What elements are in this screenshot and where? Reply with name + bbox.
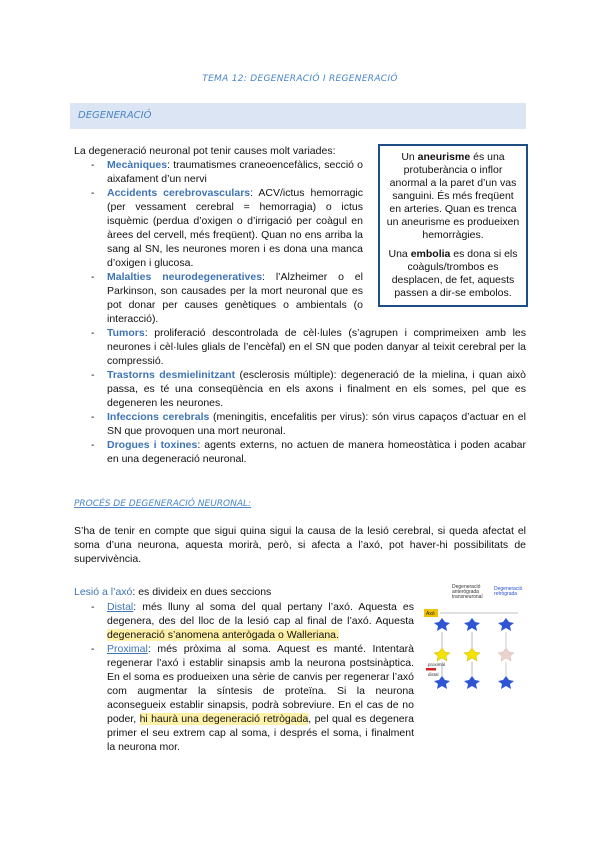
cause-item-malalties: [88, 270, 363, 326]
proximal-item: [88, 642, 414, 754]
figure-label-retrograde: [494, 586, 523, 597]
cause-term: Drogues i toxines: [107, 439, 198, 451]
fig-label-line: transneuronal: [452, 594, 483, 600]
neuron-middle-row: [434, 632, 514, 661]
section-heading: DEGENERACIÓ: [78, 110, 152, 121]
neuron-icon: [498, 618, 514, 631]
neuron-degeneration-figure: [420, 582, 528, 694]
neuron-icon: [498, 676, 514, 689]
cause-sep: :: [250, 187, 254, 199]
embolism-term: embolia: [410, 248, 451, 260]
distal-text: : més lluny al soma del qual pertany l’axó. Aquesta es degenera, des del lloc de la lesió cap al final de l’axó. Aquesta: [107, 601, 414, 627]
fig-label-line: retrògrada: [494, 591, 518, 597]
neuron-icon: [434, 648, 450, 661]
aside-text: es dona si els coàguls/trombos es desplacen, de fet, aquests passen a dir-se embolos.: [391, 248, 518, 299]
cause-sep: :: [197, 439, 201, 451]
neuron-icon: [498, 648, 514, 661]
cause-item-trastorns: [88, 368, 526, 410]
neuron-icon: [464, 618, 480, 631]
aside-text: Un: [401, 151, 418, 163]
cause-term: Malalties neurodegeneratives: [107, 271, 263, 283]
proximal-highlight: hi haurà una degeneració retrògada: [139, 713, 309, 725]
distal-term: Distal: [107, 601, 134, 613]
lesion-term: Lesió a l’axó: [74, 586, 133, 598]
neuron-icon: [434, 618, 450, 631]
causes-list: [88, 158, 528, 466]
neuron-top-row: [434, 618, 514, 631]
fig-label-line: Degeneració: [452, 584, 481, 590]
neuron-bottom-row: [434, 662, 514, 689]
proximal-text-end: , pel qual es degenera primer el seu extrem cap al soma, i després el soma, i finalment la neurona mor.: [107, 713, 414, 753]
lesion-mark: [426, 668, 436, 671]
cause-text: (meningitis, encefalitis per virus): són virus capaços d’actuar en el SN que provoquen una mort neuronal.: [107, 411, 526, 437]
cause-term: Accidents cerebrovasculars: [107, 187, 251, 199]
cause-term: Trastorns desmielinitzant: [107, 369, 236, 381]
cause-item-mecaniques: [88, 158, 363, 186]
cause-sep: :: [144, 327, 148, 339]
cause-sep: :: [167, 159, 171, 171]
lesion-text: : es divideix en dues seccions: [132, 586, 272, 598]
distal-highlight: degeneració s’anomena anterògada o Walleriana.: [107, 629, 339, 641]
cause-text: ACV/ictus hemorragic (per vessament cerebral = hemorragia) o ictus isquèmic (perdua d’oxigen o d’irrigació per coàgul en àrees del cervell, més freqüent). Quan no ens arriba la sang al SN, les neurones moren i es dona una manca d’oxigen i glucosa.: [107, 187, 364, 269]
figure-label-proximal: proximal: [428, 662, 446, 667]
proximal-term: Proximal: [107, 643, 148, 655]
section-heading-bar: [70, 103, 526, 129]
process-heading: PROCÉS DE DEGENERACIÓ NEURONAL:: [74, 499, 252, 509]
fig-label-line: anterògrada: [452, 589, 479, 595]
process-paragraph: S’ha de tenir en compte que sigui quina sigui la causa de la lesió cerebral, si queda afectat el soma d’una neurona, aquesta morirà, però, si afecta a l’axó, pot haver-hi possibilitats de supervivència.: [74, 525, 526, 565]
cause-term: Infeccions cerebrals: [107, 411, 210, 423]
neuron-icon: [434, 676, 450, 689]
aside-text: Una: [388, 248, 411, 260]
cause-text: (esclerosis múltiple): degeneració de la mielina, i quan això passa, es té una conseqüència en els axons i finalment en els somes, pel que es degeneren les neurones.: [107, 369, 526, 409]
distal-item: [88, 600, 414, 642]
cause-term: Tumors: [107, 327, 145, 339]
fig-label-line: Degeneració: [494, 586, 523, 592]
neuron-icon: [464, 676, 480, 689]
figure-label-distal: distal: [428, 672, 439, 677]
cause-text: l’Alzheimer o el Parkinson, son causades per la mort neuronal que es pot donar per causes genètiques o ambientals (o interacció).: [107, 271, 363, 325]
cause-text: agents externs, no actuen de manera homeostàtica i poden acabar en una degeneració neuronal.: [107, 439, 526, 465]
neuron-icon: [464, 648, 480, 661]
intro-text: La degeneració neuronal pot tenir causes molt variades:: [74, 145, 336, 157]
cause-text: proliferació descontrolada de cèl·lules (s’agrupen i comprimeixen amb les neurones i cèl·lules glials de l’encèfal) en el SN que poden danyar al teixit cerebral per la compressió.: [107, 327, 526, 367]
cause-item-accidents: [88, 186, 363, 270]
cause-item-drogues: [88, 438, 526, 466]
cause-sep: :: [262, 271, 265, 283]
cause-term: Mecàniques: [107, 159, 168, 171]
aside-text: és una protuberància o inflor anormal a la paret d’un vas sanguini. És més freqüent en arteries. Quan es trenca un aneurisme es produeixen hemorràgies.: [386, 151, 520, 241]
cause-item-tumors: [88, 326, 526, 368]
figure-label-anterograde: [452, 584, 483, 600]
lesion-heading: [74, 585, 424, 599]
figure-label-axo: Axó: [426, 611, 435, 617]
cause-text: traumatismes craneoencefàlics, secció o aixafament d’un nervi: [107, 159, 363, 185]
proximal-text: : més pròxima al soma. Aquest es manté. Intentarà regenerar l’axó i establir sinapsis amb la neurona postsinàptica. En el soma es produeixen una sèrie de canvis per regenerar l’axó com augmentar la síntesis de proteïna. Si la neurona aconsegueix establir sinapsis, podrà sobreviure. En el cas de no poder,: [107, 643, 414, 725]
document-title: TEMA 12: DEGENERACIÓ I REGENERACIÓ: [202, 74, 398, 84]
aneurysm-term: aneurisme: [417, 151, 471, 163]
cause-item-infeccions: [88, 410, 526, 438]
